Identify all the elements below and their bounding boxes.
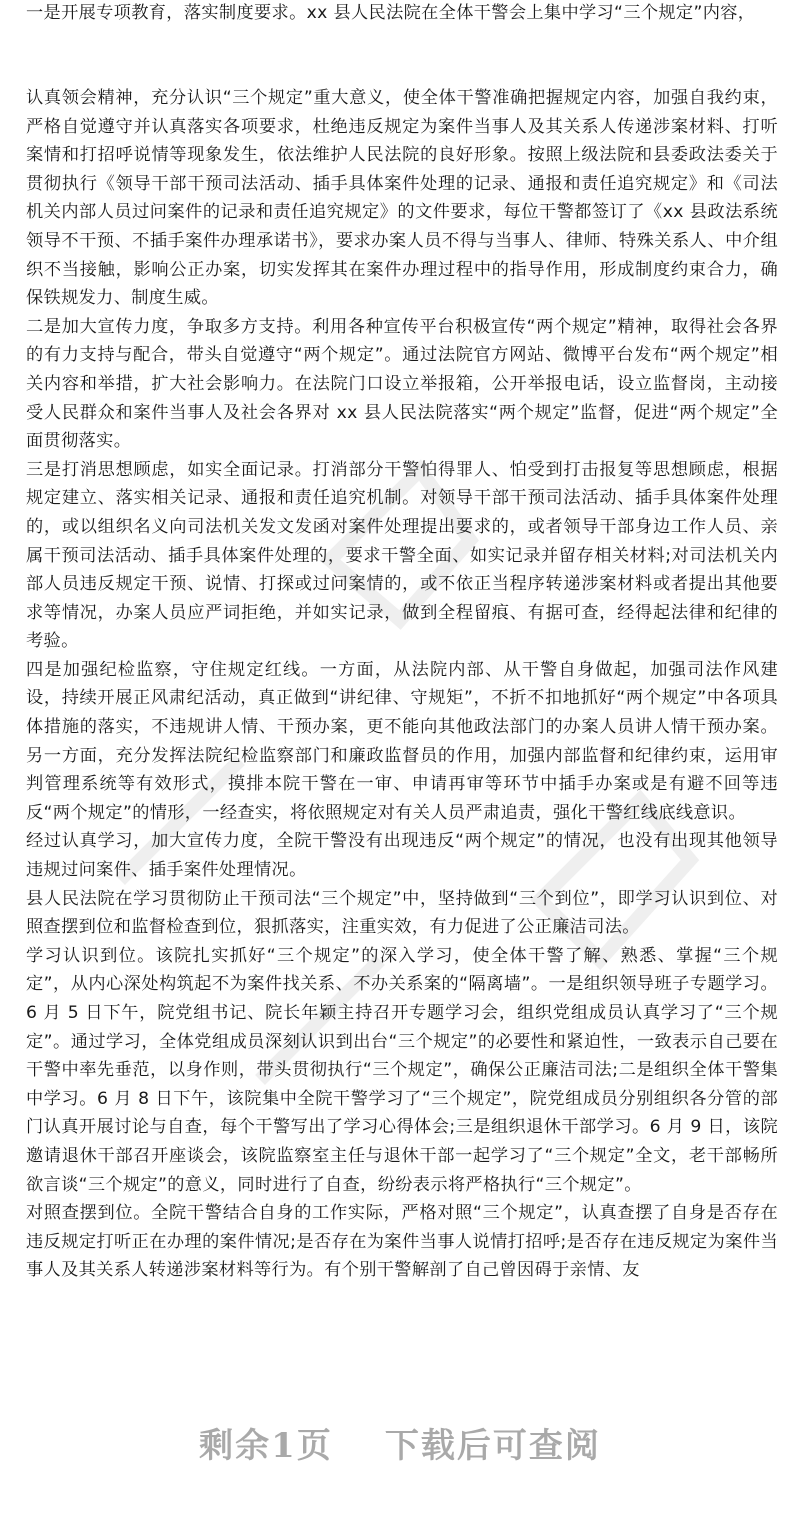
paragraph: 三是打消思想顾虑，如实全面记录。打消部分干警怕得罪人、怕受到打击报复等思想顾虑，根据规定建立、落实相关记录、通报和责任追究机制。对领导干部干预司法活动、插手具体案件处理的，或以组织名义向司法机关发文发函对案件处理提出要求的，或者领导干部身边工作人员、亲属干预司法活动、插手具体案件处理的，要求干警全面、如实记录并留存相关材料;对司法机关内部人员违反规定干预、说情、打探或过问案情的，或不依正当程序转递涉案材料或者提出其他要求等情况，办案人员应严词拒绝，并如实记录，做到全程留痕、有据可查，经得起法律和纪律的考验。	[26, 459, 778, 652]
paragraph: 四是加强纪检监察，守住规定红线。一方面，从法院内部、从干警自身做起，加强司法作风建设，持续开展正风肃纪活动，真正做到“讲纪律、守规矩”，不折不扣地抓好“两个规定”中各项具体措施的落实，不违规讲人情、干预办案，更不能向其他政法部门的办案人员讲人情干预办案。另一方面，充分发挥法院纪检监察部门和廉政监督员的作用，加强内部监督和纪律约束，运用审判管理系统等有效形式，摸排本院干警在一审、申请再审等环节中插手办案或是有避不回等违反“两个规定”的情形，一经查实，将依照规定对有关人员严肃追责，强化干警红线底线意识。	[26, 659, 778, 823]
paragraph: 学习认识到位。该院扎实抓好“三个规定”的深入学习，使全体干警了解、熟悉、掌握“三个规定”，从内心深处构筑起不为案件找关系、不办关系案的“隔离墙”。一是组织领导班子专题学习。6 月 5 日下午，院党组书记、院长年颖主持召开专题学习会，组织党组成员认真学习了“三个规定”。通过学习，全体党组成员深刻认识到出台“三个规定”的必要性和紧迫性，一致表示自己要在干警中率先垂范，以身作则，带头贯彻执行“三个规定”，确保公正廉洁司法;二是组织全体干警集中学习。6 月 8 日下午，该院集中全院干警学习了“三个规定”，院党组成员分别组织各分管的部门认真开展讨论与自查，每个干警写出了学习心得体会;三是组织退休干部学习。6 月 9 日，该院邀请退休干部召开座谈会，该院监察室主任与退休干部一起学习了“三个规定”全文，老干部畅所欲言谈“三个规定”的意义，同时进行了自查，纷纷表示将严格执行“三个规定”。	[26, 945, 778, 1195]
document-body	[26, 84, 778, 1285]
paragraph: 认真领会精神，充分认识“三个规定”重大意义，使全体干警准确把握规定内容，加强自我约束，严格自觉遵守并认真落实各项要求，杜绝违反规定为案件当事人及其关系人传递涉案材料、打听案情和打招呼说情等现象发生，依法维护人民法院的良好形象。按照上级法院和县委政法委关于贯彻执行《领导干部干预司法活动、插手具体案件处理的记录、通报和责任追究规定》和《司法机关内部人员过问案件的记录和责任追究规定》的文件要求，每位干警都签订了《xx 县政法系统领导不干预、不插手案件办理承诺书》，要求办案人员不得与当事人、律师、特殊关系人、中介组织不当接触，影响公正办案，切实发挥其在案件办理过程中的指导作用，形成制度约束合力，确保铁规发力、制度生威。	[26, 88, 778, 309]
paragraph: 经过认真学习，加大宣传力度，全院干警没有出现违反“两个规定”的情况，也没有出现其他领导违规过问案件、插手案件处理情况。	[26, 831, 778, 881]
paragraph: 二是加大宣传力度，争取多方支持。利用各种宣传平台积极宣传“两个规定”精神，取得社会各界的有力支持与配合，带头自觉遵守“两个规定”。通过法院官方网站、微博平台发布“两个规定”相关内容和举措，扩大社会影响力。在法院门口设立举报箱，公开举报电话，设立监督岗，主动接受人民群众和案件当事人及社会各界对 xx 县人民法院落实“两个规定”监督，促进“两个规定”全面贯彻落实。	[26, 316, 778, 452]
paragraph-first-line: 一是开展专项教育，落实制度要求。xx 县人民法院在全体干警会上集中学习“三个规定”内容，	[26, 3, 756, 23]
paragraph: 县人民法院在学习贯彻防止干预司法“三个规定”中，坚持做到“三个到位”，即学习认识到位、对照查摆到位和监督检查到位，狠抓落实，注重实效，有力促进了公正廉洁司法。	[26, 888, 778, 938]
paragraph: 对照查摆到位。全院干警结合自身的工作实际，严格对照“三个规定”，认真查摆了自身是否存在违反规定打听正在办理的案件情况;是否存在为案件当事人说情打招呼;是否存在违反规定为案件当事人及其关系人转递涉案材料等行为。有个别干警解剖了自己曾因碍于亲情、友	[26, 1203, 778, 1281]
download-prompt-banner[interactable]	[0, 1402, 800, 1482]
download-to-view-label[interactable]: 下载后可查阅	[384, 1425, 601, 1466]
remaining-pages-label: 剩余1页	[199, 1425, 333, 1466]
